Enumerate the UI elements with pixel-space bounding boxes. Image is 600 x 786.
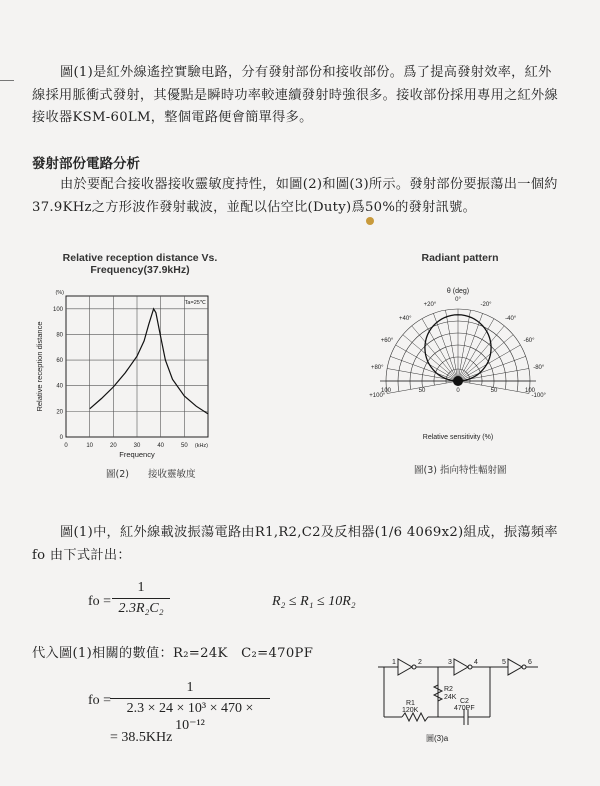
formula2-denominator: 2.3 × 24 × 10³ × 470 × 10⁻¹² — [110, 698, 270, 734]
y-tick-label: 60 — [56, 358, 63, 365]
pin-1: 1 — [392, 659, 396, 666]
y-tick-label: 0 — [59, 435, 63, 441]
r2-label: R2 — [444, 686, 453, 693]
r1-value: 120K — [402, 707, 419, 714]
y-axis-label: Relative reception distance — [35, 321, 44, 412]
angle-label: -60° — [523, 338, 535, 344]
caption-fig2: 圖(2) 接收靈敏度 — [106, 469, 196, 480]
pin-2: 2 — [418, 659, 422, 666]
pin-3: 3 — [448, 659, 452, 666]
formula1-denominator: 2.3R₂C₂ — [112, 598, 170, 617]
angle-label: 0° — [455, 297, 461, 303]
reception-curve — [90, 309, 208, 414]
formula1-numerator: 1 — [137, 580, 145, 595]
reception-chart — [28, 282, 228, 460]
x-tick-label: 0 — [64, 443, 68, 449]
values-line: 代入圖(1)相關的數值：R₂=24K C₂=470PF — [32, 646, 314, 661]
theta-label: θ (deg) — [446, 288, 470, 295]
pin-4: 4 — [474, 659, 478, 666]
x-axis-label: Frequency — [119, 450, 155, 459]
angle-label: -40° — [505, 316, 517, 323]
x-tick-label: 40 — [157, 443, 165, 449]
chart2-title: Radiant pattern — [421, 252, 499, 264]
y-tick-label: 20 — [56, 409, 63, 416]
formula2-lhs: fo = — [88, 693, 112, 708]
radiant-pattern-chart — [355, 278, 570, 453]
caption-fig3: 圖(3) 指向特性輻射圖 — [414, 465, 507, 476]
angle-label: +100° — [369, 393, 386, 400]
formula1-frac — [112, 580, 170, 617]
angle-label: +80° — [370, 364, 384, 371]
angle-label: +40° — [399, 316, 412, 323]
y-tick-label: 40 — [56, 383, 63, 390]
section-paragraph: 由於要配合接收器接收靈敏度持性，如圖(2)和圖(3)所示。發射部份要振蕩出一個約37.9KHz之方形波作發射載波，並配以佔空比(Duty)爲50%的發射訊號。 — [32, 177, 558, 215]
pin-5: 5 — [502, 659, 506, 666]
oscillator-paragraph: 圖(1)中，紅外線載波振蕩電路由R1,R2,C2及反相器(1/6 4069x2)組成，振蕩頻率 fo 由下式計出： — [32, 525, 558, 563]
radial-label: 0 — [456, 388, 460, 394]
x-tick-label: 50 — [180, 443, 188, 449]
formula1-lhs: fo = — [88, 594, 112, 609]
angle-label: -80° — [533, 364, 545, 371]
section-heading: 發射部份電路分析 — [32, 156, 140, 172]
r1-resistor-icon — [402, 713, 428, 721]
c2-label: C2 — [460, 698, 469, 705]
page-speck — [366, 217, 374, 225]
x-tick-label: 30 — [133, 443, 141, 449]
r-axis-label: Relative sensitivity (%) — [422, 434, 494, 441]
x-tick-label: 20 — [109, 443, 117, 449]
inequality: R₂ ≤ R₁ ≤ 10R₂ — [272, 594, 356, 609]
result: = 38.5KHz — [110, 730, 173, 745]
x-tick-label: 10 — [86, 443, 94, 449]
r1-label: R1 — [406, 700, 415, 707]
oscillator-circuit — [378, 655, 573, 745]
inverter-1-icon — [398, 659, 412, 675]
pin-6: 6 — [528, 659, 532, 666]
r2-value: 24K — [444, 694, 457, 701]
angle-label: -100° — [531, 393, 546, 400]
radial-label: 100 — [380, 388, 392, 394]
temperature-annotation: Ta=25℃ — [184, 300, 206, 306]
y-tick-label: 80 — [56, 332, 63, 339]
formula2-numerator: 1 — [186, 680, 194, 695]
circuit-caption: 圖(3)a — [426, 734, 449, 743]
angle-label: +20° — [423, 301, 437, 308]
radial-label: 50 — [418, 388, 426, 394]
x-unit: (kHz) — [194, 443, 208, 449]
angle-label: -20° — [480, 301, 492, 308]
angle-label: +60° — [380, 338, 394, 344]
radial-label: 100 — [524, 388, 536, 394]
intro-paragraph: 圖(1)是紅外線遙控實驗电路，分有發射部份和接收部份。爲了提高發射效率，紅外線採用脈衝式發射，其優點是瞬時功率較連續發射時強很多。接收部份採用專用之紅外線接收器KSM-60LM，整個電路便會簡單得多。 — [32, 65, 559, 125]
inverter-2-icon — [454, 659, 468, 675]
y-unit: (%) — [55, 290, 64, 296]
chart1-title: Relative reception distance Vs. Frequency(37.9kHz) — [62, 252, 218, 276]
c2-value: 470PF — [454, 705, 475, 712]
formula2-frac — [110, 680, 270, 734]
y-tick-label: 100 — [52, 306, 63, 313]
inverter-3-icon — [508, 659, 522, 675]
page-edge-mark — [0, 80, 14, 81]
radial-label: 50 — [490, 388, 498, 394]
